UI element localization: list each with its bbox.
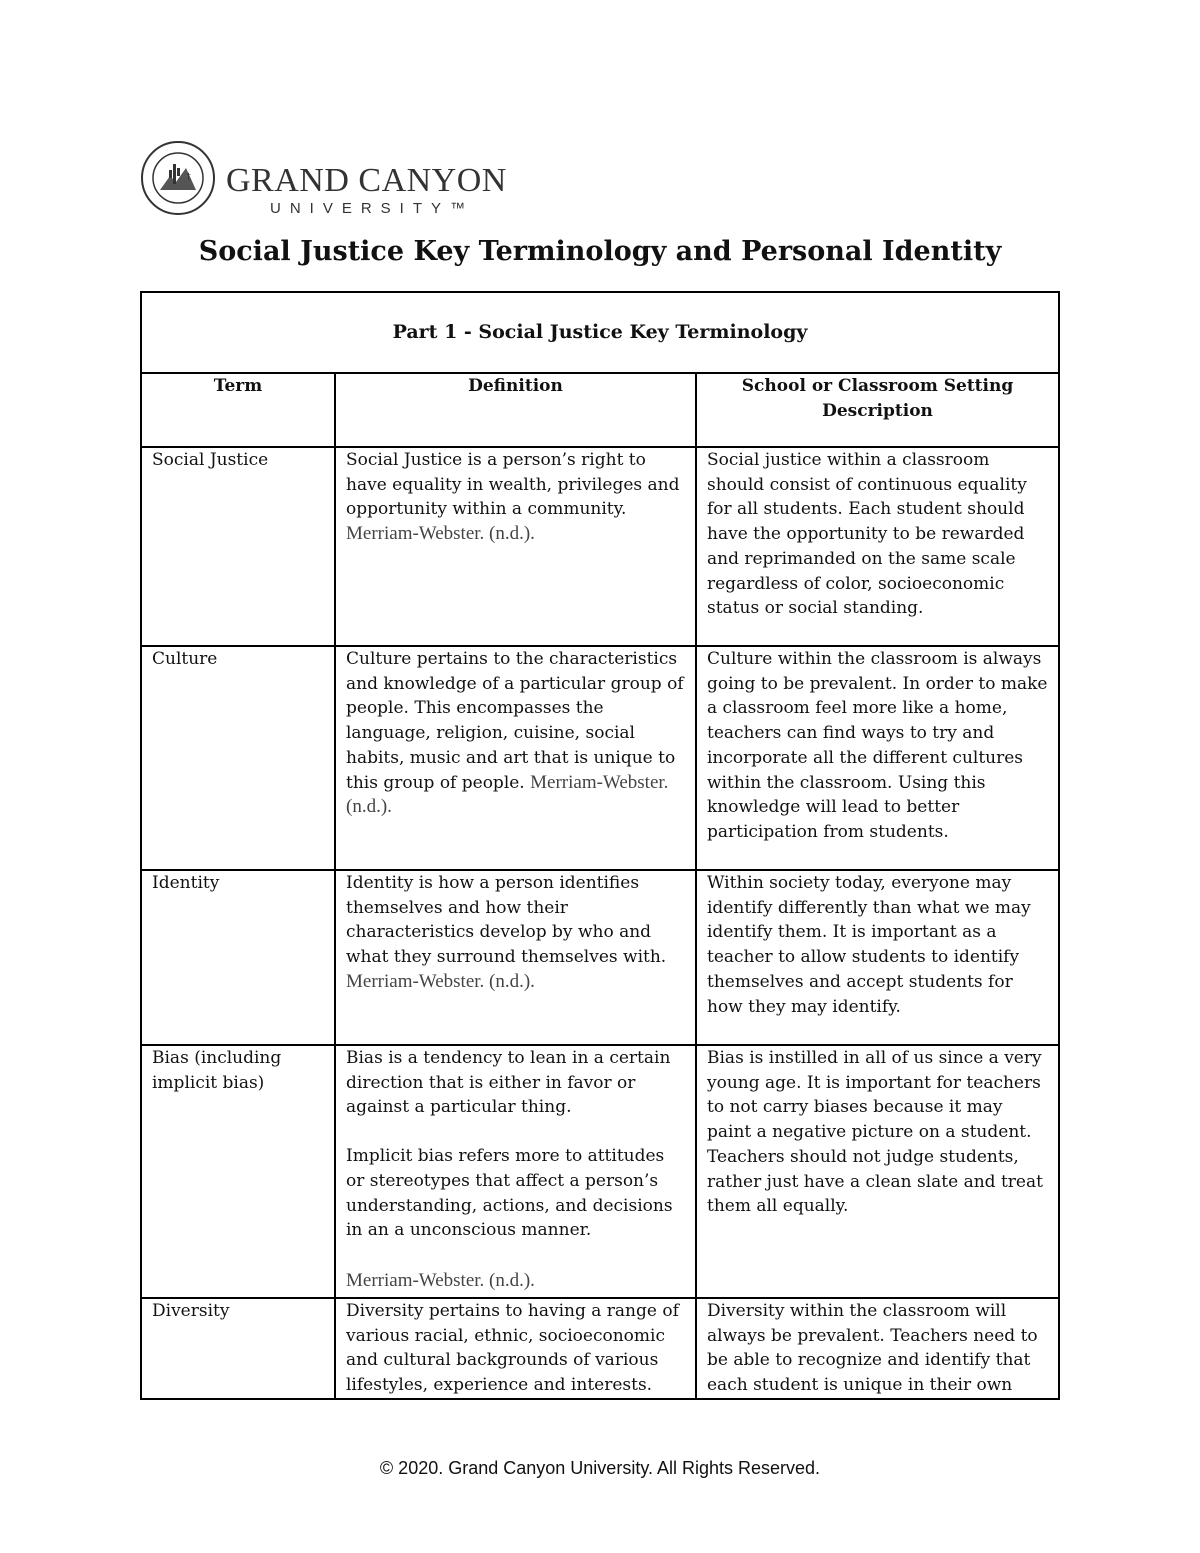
term-cell: Culture [141, 646, 335, 870]
svg-text:t: t [187, 172, 192, 183]
term-cell: Diversity [141, 1298, 335, 1399]
definition-text: Culture pertains to the characteristics and knowledge of a particular group of people. This encompasses the language, religion, cuisine, social habits, music and art that is unique to this group of people. [346, 649, 684, 793]
header-setting: School or Classroom Setting Description [696, 373, 1059, 447]
definition-text: Social Justice is a person’s right to have equality in wealth, privileges and opportunity within a community. [346, 450, 680, 520]
definition-text: Identity is how a person identifies themselves and how their characteristics develop by who and what they surround themselves with. [346, 873, 667, 968]
university-seal-icon [140, 140, 216, 216]
table-row [141, 1298, 1059, 1399]
setting-cell: Within society today, everyone may identify differently than what we may identify them. It is important as a teacher to allow students to identify themselves and accept students for how they may identify. [696, 870, 1059, 1045]
reference-citation: Merriam-Webster. (n.d.). [346, 1269, 535, 1291]
reference-citation: Merriam-Webster. (n.d.). [346, 970, 535, 992]
setting-cell: Bias is instilled in all of us since a very young age. It is important for teachers to not carry biases because it may paint a negative picture on a student. Teachers should not judge students, rather just have a clean slate and treat them all equally. [696, 1045, 1059, 1298]
logo-wordmark: GRAND CANYON [226, 162, 507, 199]
reference-citation: Merriam-Webster. (n.d.). [346, 523, 535, 545]
header-term: Term [141, 373, 335, 447]
copyright-footer: © 2020. Grand Canyon University. All Rights Reserved. [379, 1458, 821, 1478]
term-cell: Bias (including implicit bias) [141, 1045, 335, 1298]
page-title: Social Justice Key Terminology and Personal Identity [198, 236, 1002, 267]
table-row [141, 447, 1059, 646]
term-cell: Social Justice [141, 447, 335, 646]
terminology-table [140, 291, 1060, 1400]
header-definition: Definition [335, 373, 696, 447]
setting-cell: Culture within the classroom is always going to be prevalent. In order to make a classroom feel more like a home, teachers can find ways to try and incorporate all the different cultures within the classroom. Using this knowledge will lead to better participation from students. [696, 646, 1059, 870]
definition-cell [335, 1045, 696, 1298]
definition-cell [335, 870, 696, 1045]
setting-cell: Diversity within the classroom will always be prevalent. Teachers need to be able to recognize and identify that each student is unique in their own [696, 1298, 1059, 1399]
definition-text-2: Implicit bias refers more to attitudes or stereotypes that affect a person’s understanding, actions, and decisions in an a unconscious manner. [346, 1146, 673, 1241]
logo-subtitle: UNIVERSITY™ [270, 200, 475, 217]
table-row [141, 646, 1059, 870]
reference-citation: Merriam-Webster. (n.d.). [346, 771, 669, 818]
setting-cell: Social justice within a classroom should consist of continuous equality for all students. Each student should have the opportunity to be rewarded and reprimanded on the same scale regardless of color, socioeconomic status or social standing. [696, 447, 1059, 646]
table-header-row [141, 373, 1059, 447]
university-logo [140, 140, 507, 220]
definition-cell [335, 646, 696, 870]
table-row [141, 1045, 1059, 1298]
table-row [141, 870, 1059, 1045]
definition-text: Bias is a tendency to lean in a certain direction that is either in favor or against a particular thing. [346, 1048, 671, 1118]
part-heading: Part 1 - Social Justice Key Terminology [141, 292, 1059, 373]
definition-cell [335, 447, 696, 646]
definition-cell: Diversity pertains to having a range of various racial, ethnic, socioeconomic and cultural backgrounds of various lifestyles, experience and interests. [335, 1298, 696, 1399]
term-cell: Identity [141, 870, 335, 1045]
